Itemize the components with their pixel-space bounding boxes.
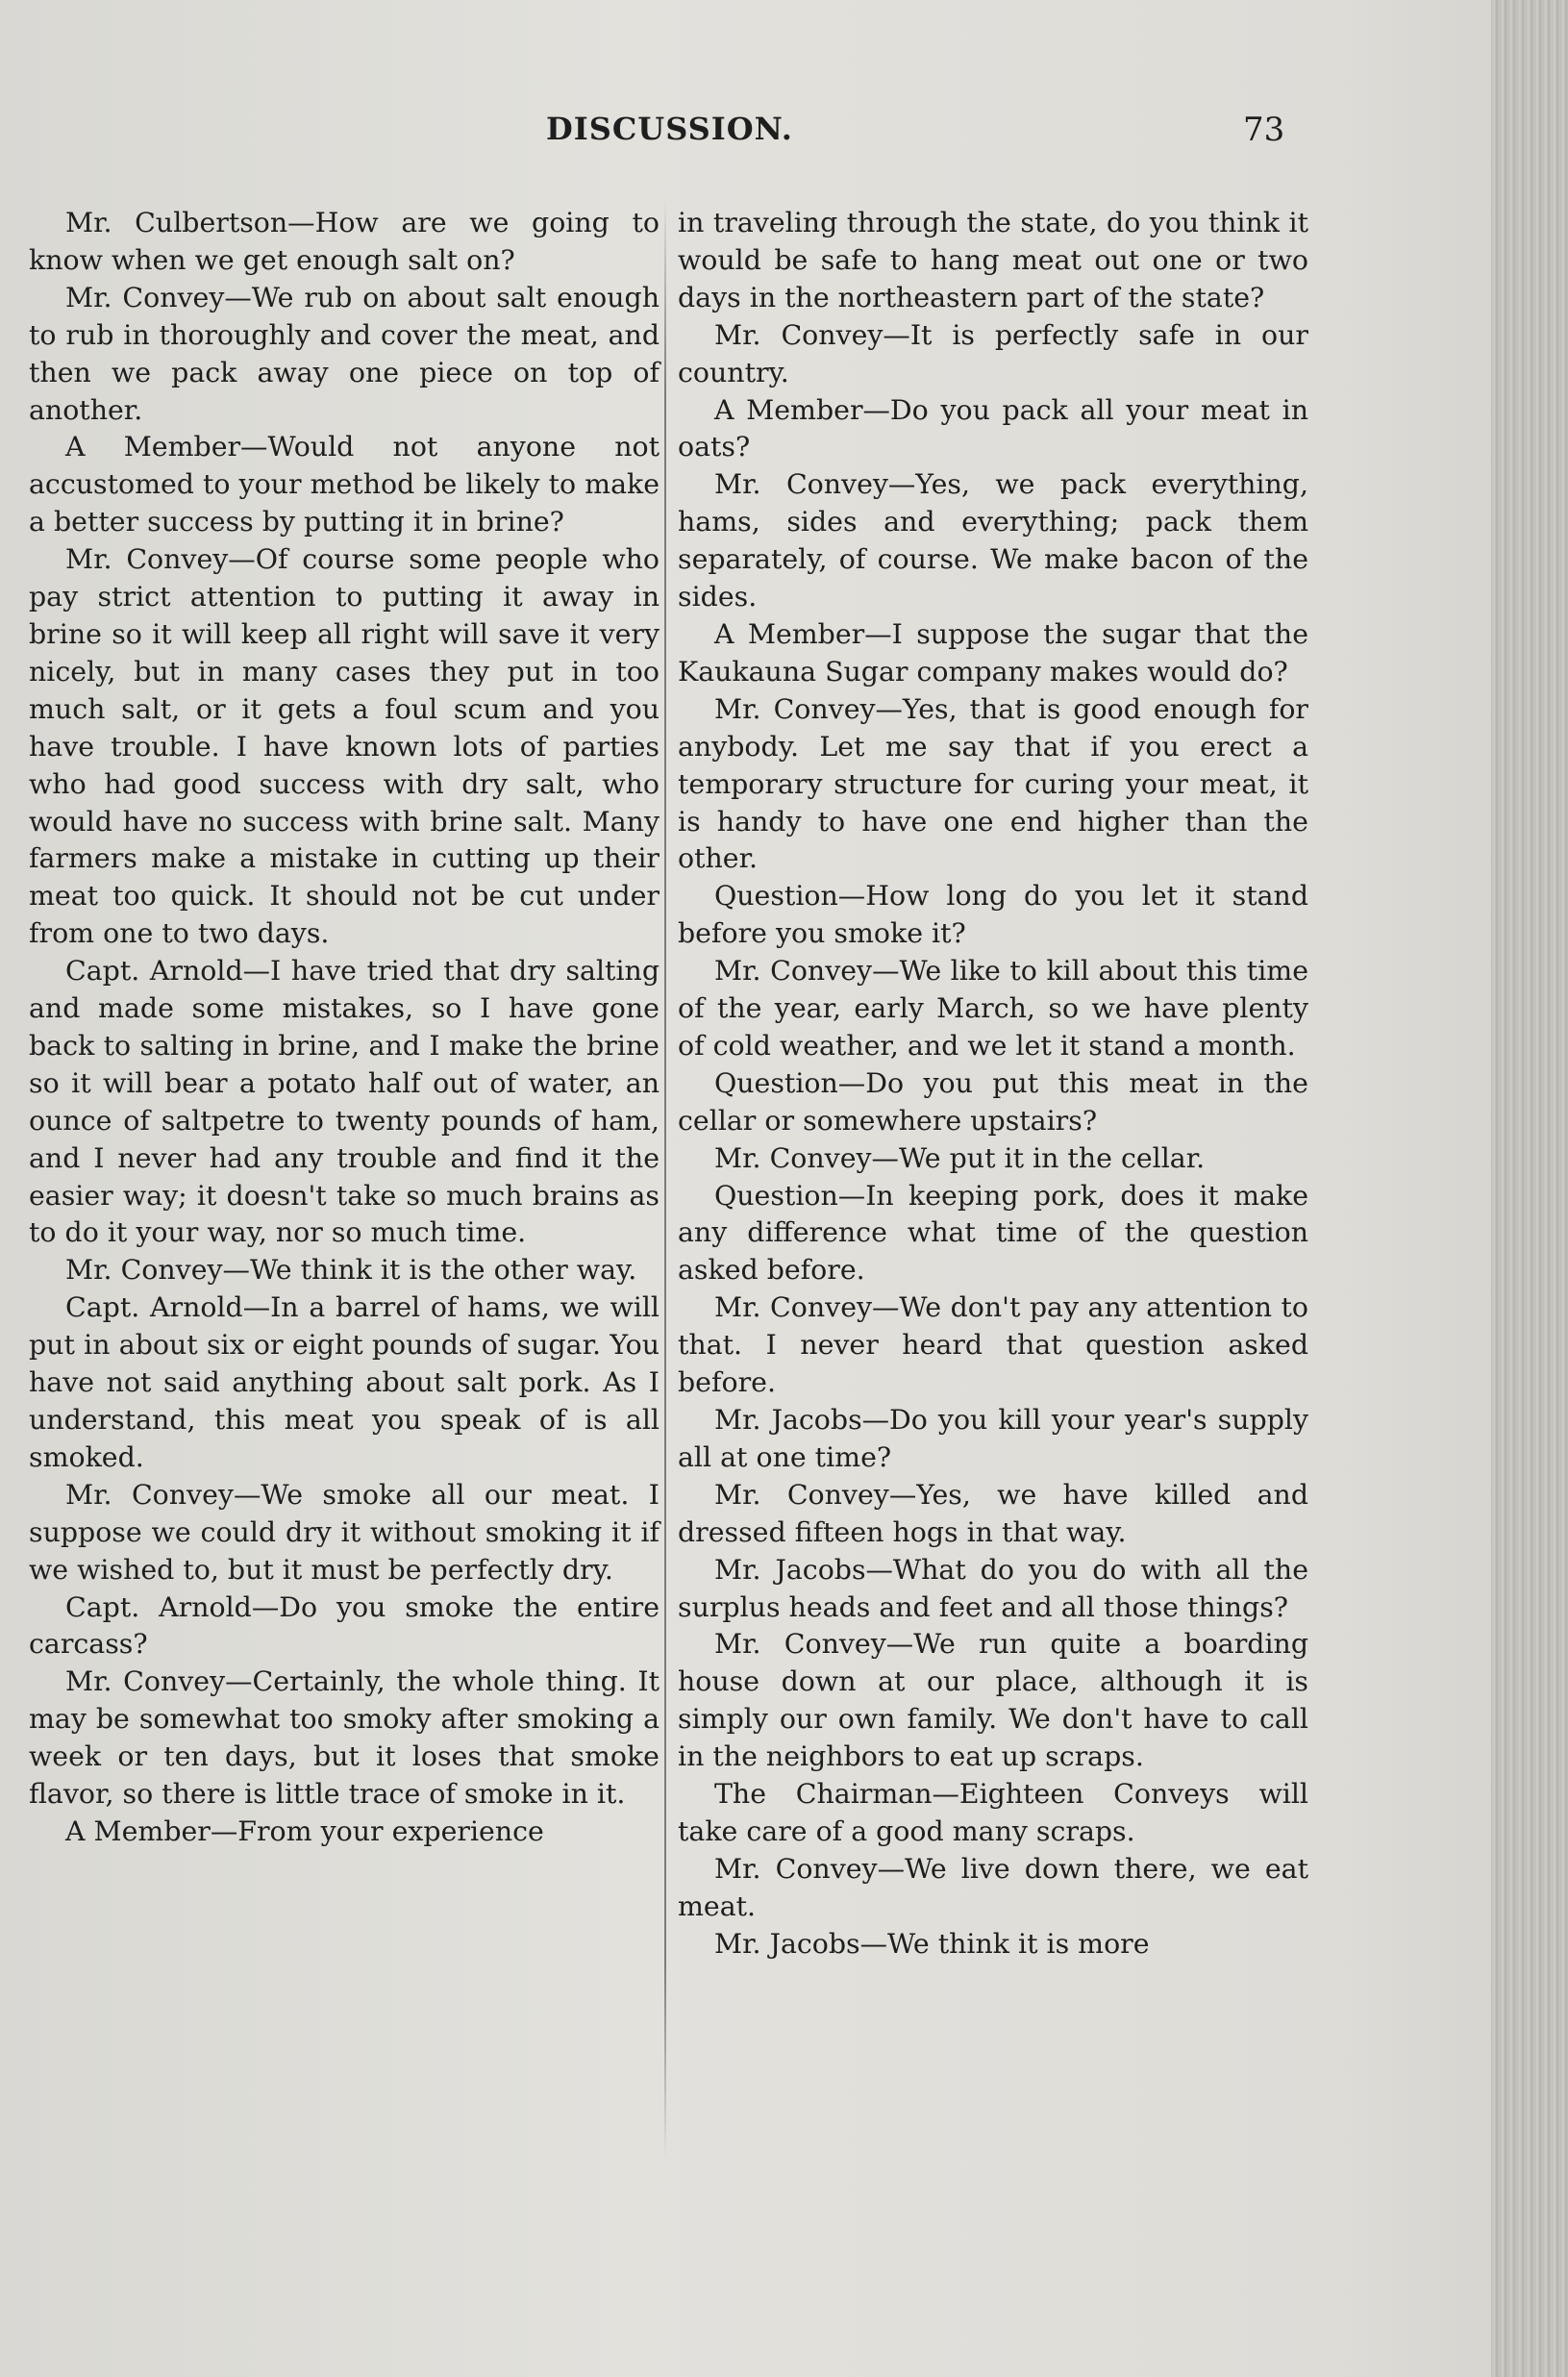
paragraph: Mr. Convey—It is perfectly safe in our country.: [678, 318, 1308, 388]
paragraph: Mr. Convey—We think it is the other way.: [65, 1254, 637, 1287]
paragraph: Mr. Convey—We like to kill about this time of the year, early March, so we have plenty of cold weather, and we let it stand a month.: [678, 955, 1308, 1062]
paragraph: Capt. Arnold—In a barrel of hams, we will put in about six or eight pounds of sugar. You have not said anything about salt pork. As I understand, this meat you speak of is all smoked.: [29, 1291, 660, 1473]
paragraph: Mr. Convey—Yes, that is good enough for anybody. Let me say that if you erect a temporary structure for curing your meat, it is handy to have one end higher than the other.: [678, 692, 1308, 875]
paragraph: Mr. Culbertson—How are we going to know when we get enough salt on?: [29, 207, 660, 276]
paragraph: Mr. Convey—Certainly, the whole thing. It may be somewhat too smoky after smoking a week or ten days, but it loses that smoke flavor, so there is little trace of smoke in it.: [29, 1665, 660, 1811]
paragraph: Mr. Jacobs—We think it is more: [714, 1927, 1150, 1960]
column-divider: [664, 197, 666, 2159]
left-column: [29, 205, 660, 1851]
paragraph: Mr. Convey—We run quite a boarding house down at our place, although it is simply our own family. We don't have to call in the neighbors to eat up scraps.: [678, 1628, 1308, 1773]
paragraph: Mr. Convey—We put it in the cellar.: [714, 1141, 1206, 1174]
paragraph: Mr. Jacobs—What do you do with all the surplus heads and feet and all those things?: [678, 1553, 1308, 1623]
paragraph: A Member—Do you pack all your meat in oats?: [678, 393, 1308, 463]
paragraph: Mr. Convey—Yes, we have killed and dressed fifteen hogs in that way.: [678, 1478, 1308, 1548]
paragraph: Mr. Convey—We live down there, we eat meat.: [678, 1852, 1308, 1922]
paragraph: Capt. Arnold—Do you smoke the entire carcass?: [29, 1590, 660, 1661]
running-title: DISCUSSION.: [546, 111, 793, 147]
paragraph: Mr. Jacobs—Do you kill your year's supply all at one time?: [678, 1404, 1308, 1473]
paragraph: A Member—Would not anyone not accustomed to your method be likely to make a better success by putting it in brine?: [29, 431, 660, 538]
paragraph: Mr. Convey—We smoke all our meat. I suppose we could dry it without smoking it if we wished to, but it must be perfectly dry.: [29, 1478, 660, 1586]
paragraph-continuation: in traveling through the state, do you think it would be safe to hang meat out one or two days in the northeastern part of the state?: [678, 207, 1308, 313]
right-column: [678, 205, 1308, 1964]
paragraph: Question—Do you put this meat in the cellar or somewhere upstairs?: [678, 1066, 1308, 1137]
paragraph: Capt. Arnold—I have tried that dry salting and made some mistakes, so I have gone back to salting in brine, and I make the brine so it will bear a potato half out of water, an ounce of saltpetre to twenty pounds of ham, and I never had any trouble and find it the easier way; it doesn't take so much brains as to do it your way, nor so much time.: [29, 955, 660, 1249]
page-number: 73: [1243, 111, 1285, 149]
paragraph: Question—In keeping pork, does it make any difference what time of the question asked before.: [678, 1179, 1308, 1287]
paragraph: Mr. Convey—We rub on about salt enough to rub in thoroughly and cover the meat, and then we pack away one piece on top of another.: [29, 281, 660, 426]
page-header: [0, 111, 1568, 159]
paragraph: Mr. Convey—We don't pay any attention to that. I never heard that question asked before.: [678, 1291, 1308, 1399]
paragraph: Mr. Convey—Yes, we pack everything, hams, sides and everything; pack them separately, of course. We make bacon of the sides.: [678, 468, 1308, 613]
paragraph: A Member—From your experience: [65, 1814, 544, 1847]
paragraph: Mr. Convey—Of course some people who pay strict attention to putting it away in brine so it will keep all right will save it very nicely, but in many cases they put in too much salt, or it gets a foul scum and you have trouble. I have known lots of parties who had good success with dry salt, who would have no success with brine salt. Many farmers make a mistake in cutting up their meat too quick. It should not be cut under from one to two days.: [29, 543, 660, 950]
paragraph: A Member—I suppose the sugar that the Kaukauna Sugar company makes would do?: [678, 617, 1308, 688]
book-spine-edge: [1491, 0, 1568, 2377]
paragraph: The Chairman—Eighteen Conveys will take care of a good many scraps.: [678, 1778, 1308, 1847]
paragraph: Question—How long do you let it stand before you smoke it?: [678, 880, 1308, 950]
